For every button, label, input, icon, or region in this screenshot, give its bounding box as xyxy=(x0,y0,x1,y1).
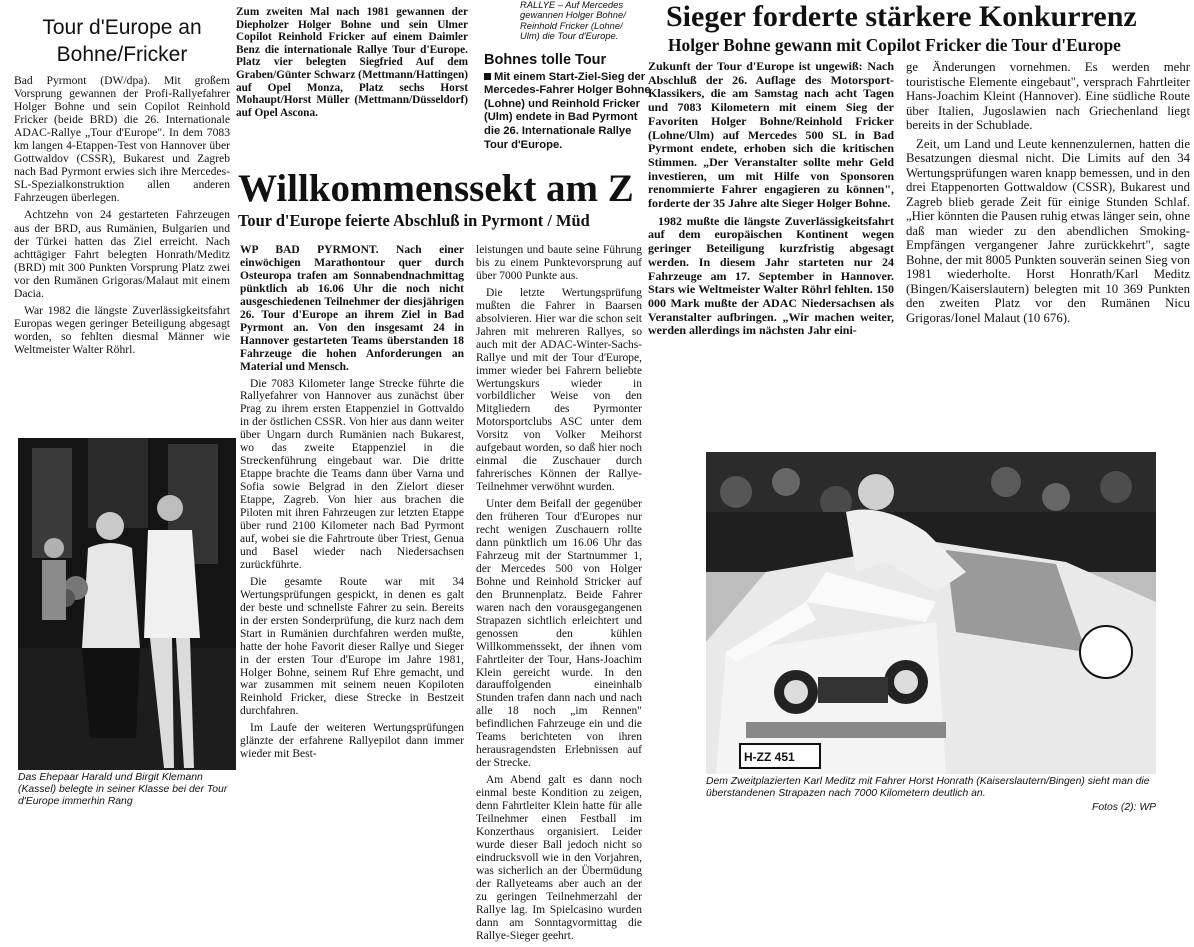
paragraph: leistungen und baute seine Führung bis zu einem Punktevorsprung auf über 7000 Punkte aus. xyxy=(476,244,642,282)
article-body-4-col2 xyxy=(906,60,1190,329)
photo-meditz-graphic xyxy=(706,452,1156,774)
rallye-teaser xyxy=(476,0,654,42)
article-body-5-col2 xyxy=(476,244,642,947)
paragraph: Zum zweiten Mal nach 1981 gewannen der Diepholzer Holger Bohne und sein Ulmer Copilot Reinhold Fricker auf einem Daimler Benz die internationale Rallye Tour d'Europe. Platz vier belegten Siegfried Auf dem Graben/Günter Schwarz (Mettmann/Hattingen) auf Opel Monza, Platz sechs Horst Mohaupt/Horst Müller (Mettmann/Düsseldorf) auf Opel Ascona. xyxy=(236,6,468,119)
article-body-5-col1 xyxy=(240,244,464,765)
paragraph: Am Abend galt es dann noch einmal beste Kondition zu zeigen, denn Fahrtleiter Klein hatte für alle Teilnehmer einen Festball im Konzerthaus organisiert. Leider wurde dieser Ball jedoch nicht so eindrucksvoll wie in den Vorjahren, was sicherlich an der Übermüdung der Rallyeteams aber auch an der zu geringen Teilnehmerzahl der Rallye lag. Im Spielcasino wurden dann am Sonntagvormittag die Rallye-Sieger geehrt. xyxy=(476,774,642,942)
paragraph: 1982 mußte die längste Zuverlässigkeitsfahrt auf dem europäischen Kontinent wegen geringer Beteiligung kurzfristig abgesagt werden. In diesem Jahr starteten nur 24 Fahrzeuge am 17. September in Hannover. Stars wie Weltmeister Walter Röhrl fehlten. 150 000 Mark mußte der ADAC Niedersachsen als Veranstalter aufbringen. „Wir machen weiter, werden allerdings im nächsten Jahr eini- xyxy=(648,213,894,338)
subhead-holger-bohne-gewann: Holger Bohne gewann mit Copilot Fricker die Tour d'Europe xyxy=(668,35,1121,55)
clipping-sieger-forderte xyxy=(640,0,1194,440)
teaser-line: Ulm) die Tour d'Europe. xyxy=(520,30,619,42)
paragraph: Im Laufe der weiteren Wertungsprüfungen glänzte der erfahrene Rallyepilot dann immer wieder mit Best- xyxy=(240,722,464,761)
clipping-willkommenssekt xyxy=(238,167,646,942)
paragraph: Mit einem Start-Ziel-Sieg der Mercedes-Fahrer Holger Bohne (Lohne) und Reinhold Fricker (Ulm) endete in Bad Pyrmont die 26. Internationale Rallye Tour d'Europe. xyxy=(484,70,651,151)
paragraph: WP BAD PYRMONT. Nach einer einwöchigen Marathontour quer durch Osteuropa trafen am Sonnabendnachmittag pünktlich ab 16.06 Uhr die noch nicht ausgeschiedenen Teilnehmer der diesjährigen 26. Tour d'Europe an ihrem Ziel in Bad Pyrmont an. Von den insgesamt 24 in Hannover gestarteten Teams überstanden 18 Fahrzeuge die hohen Anforderungen an Material und Mensch. xyxy=(240,244,464,373)
paragraph: ge Änderungen vornehmen. Es werden mehr touristische Elemente eingebaut", versprach Fahrtleiter Hans-Joachim Kleint (Hannover). Eine südliche Route über Italien, Jugoslawien nach Griechenland liegt bereits in der Schublade. xyxy=(906,60,1190,132)
paragraph: Zukunft der Tour d'Europe ist ungewiß: Nach Abschluß der 26. Auflage des Motorsport-Klassikers, die am Samstag nach acht Tagen und 7083 Kilometern mit einem Sieg der Favoriten Holger Bohne/Reinhold Fricker (Lohne/Ulm) auf Mercedes 500 SL in Bad Pyrmont endete, erhoben sich die kritischen Stimmen. „Der Veranstalter sollte mehr Geld investieren, um mit Hilfe von Sponsoren renommierte Fahrer engagieren zu können", forderte der 35 Jahre alte Sieger Holger Bohne. xyxy=(648,59,894,211)
photo-klemann-graphic xyxy=(18,438,236,770)
article-body-4-col1 xyxy=(648,60,894,342)
paragraph: Die 7083 Kilometer lange Strecke führte die Rallyefahrer von Hannover aus zunächst über Prag zu ihrem ersten Etappenziel in Gottvaldo in der östlichen CSSR. Von hier aus dann weiter über Ungarn durch Rumänien nach Bukarest, wo das zweite Etappenziel in die Streckenführung eingebaut war. Die dritte Etappe brachte die Teams dann über Varna und Sofia sowie Belgrad in den Zielort dieser Etappe, Zagreb. Von hier aus brachen die Piloten mit ihren Fahrzeugen zur letzten Etappe über rund 2100 Kilometer nach Bad Pyrmont auf, wobei sie die Fahrtroute über Triest, Genua und Basel wieder nach Niedersachsen zurückführte. xyxy=(240,377,464,571)
paragraph: Die letzte Wertungsprüfung mußten die Fahrer in Baarsen absolvieren. Hier war die schon seit Jahren mit mehreren Rallyes, so auch mit der ADAC-Winter-Sachs-Rallye und mit der Tour d'Europe, immer wieder bei Fahrern beliebte Wertungskurs wieder in vorbildlicher Weise von den Mitgliedern des Pyrmonter Motorsportclubs ASC unter dem Vorsitz von Volker Meihorst aufgebaut worden, so daß hier noch einmal die Zuschauer durch fahrerisches Können der Rallye-Teilnehmer verwöhnt wurden. xyxy=(476,286,642,494)
clipping-zweiten-mal xyxy=(236,6,468,162)
paragraph: Bad Pyrmont (DW/dpa). Mit großem Vorsprung gewannen der Profi-Rallyefahrer Holger Bohne und sein Copilot Reinhold Fricker (beide BRD) die 26. Internationale ADAC-Rallye „Tour d'Europe". In dem 7083 km langen 4-Etappen-Test von Hannover über Gottwaldov (CSSR), Bukarest und Zagreb nach Bad Pyrmont erwies sich ihre Mercedes-SL-Spezialkonstruktion allen anderen Fahrzeugen überlegen. xyxy=(14,74,230,205)
paragraph: War 1982 die längste Zuverlässigkeitsfahrt Europas wegen geringer Beteiligung abgesagt worden, so fehlten diesmal Männer wie Weltmeister Walter Röhrl. xyxy=(14,303,230,356)
clipping-bohne-fricker xyxy=(14,14,230,434)
paragraph: Die gesamte Route war mit 34 Wertungsprüfungen gespickt, in denen es galt der beste und schnellste Fahrer zu sein. Bereits in der ersten Sonderprüfung, die kurz nach dem Start in Rumänien durchfahren werden mußte, hatte der hohe Favorit dieser Rallye und Sieger in der ersten Tour d'Europe im Jahre 1981, Holger Bohne, seinem Ruf Ehre gemacht, und war zusammen mit seinem neuen Kopiloten Reinhold Fricker, diese Strecke in Bestzeit durchfahren. xyxy=(240,575,464,718)
caption-klemann: Das Ehepaar Harald und Birgit Klemann (Kassel) belegte in seiner Klasse bei der Tour d'Europe immerhin Rang xyxy=(18,772,228,808)
licence-plate: H-ZZ 451 xyxy=(744,750,795,764)
headline-tour-an-bohne-fricker: Tour d'Europe an Bohne/Fricker xyxy=(42,16,202,66)
photo-meditz-car xyxy=(706,452,1156,774)
teaser-line: Reinhold Fricker (Lohne/ xyxy=(520,19,623,31)
paragraph: Zeit, um Land und Leute kennenzulernen, hatten die Besatzungen diesmal nicht. Die Limits auf den 34 Wertungsprüfungen waren knapp bemessen, und in den drei Etappenorten Gottwaldow (CSSR), Bukarest und Zagreb blieb gerade Zeit für einige Stunden Schlaf. „Hier könnten die Pausen ruhig etwas länger sein, ohne daß man wieder zu den abendlichen Smoking-Empfängen vergangener Jahre zurückkehrt", sagte Bohne, der mit 8005 Punkten souverän seinen Sieg von 1981 wiederholte. Horst Honrath/Karl Meditz (Bingen/Kaiserslautern) belegten mit 10 369 Punkten den zweiten Platz vor den Rumänen Nicu Grigoras/Ionel Malaut (10 676). xyxy=(906,136,1190,325)
article-body-1 xyxy=(14,74,230,356)
headline-sieger-forderte: Sieger forderte stärkere Konkurrenz xyxy=(666,0,1137,33)
photo-credit: Fotos (2): WP xyxy=(1092,802,1157,813)
headline-willkommenssekt: Willkommenssekt am Z xyxy=(238,167,634,210)
subhead-tour-feierte-abschluss: Tour d'Europe feierte Abschluß in Pyrmont / Müd xyxy=(238,211,590,230)
clipping-bohnes-tolle-tour xyxy=(476,0,654,168)
photo-klemann-couple xyxy=(18,438,236,770)
caption-meditz: Dem Zweitplazierten Karl Meditz mit Fahrer Horst Honrath (Kaiserslautern/Bingen) sieht man die überstandenen Strapazen nach 7000 Kilometern deutlich an. xyxy=(706,776,1150,800)
article-body-3 xyxy=(476,71,654,153)
paragraph: Achtzehn von 24 gestarteten Fahrzeugen aus der BRD, aus Rumänien, Bulgarien und der Türkei hatten das Ziel erreicht. Nach achttägiger Fahrt belegten Honrath/Meditz (BRD) mit 300 Punkten Vorsprung Platz zwei vor den Rumänen Grigoras/Malaut mit einem Dacia. xyxy=(14,208,230,300)
bullet-square-icon xyxy=(484,73,491,80)
headline-bohnes-tolle-tour: Bohnes tolle Tour xyxy=(484,51,607,68)
article-body-2 xyxy=(236,6,468,119)
paragraph: Unter dem Beifall der gegenüber den früheren Tour d'Europes nur recht wenigen Zuschauern rollte dann pünktlich um 16.06 Uhr das Fahrzeug mit der Startnummer 1, der Mercedes 500 von Holger Bohne und Reinhold Stricker auf den Brunnenplatz. Beide Fahrer waren nach den vorausgegangenen Strapazen sichtlich erleichtert und genossen den kühlen Willkommenssekt, der ihnen vom Fahrtleiter der Tour, Hans-Joachim Klein gereicht wurde. In den darauffolgenden eineinhalb Stunden trafen dann nach und nach alle 18 noch „im Rennen" befindlichen Fahrzeuge ein und die Teams berichteten von ihren herausragendsten Erlebnissen auf der Strecke. xyxy=(476,498,642,770)
teaser-line: gewannen Holger Bohne/ xyxy=(520,9,626,21)
teaser-line: RALLYE – Auf Mercedes xyxy=(520,0,624,10)
